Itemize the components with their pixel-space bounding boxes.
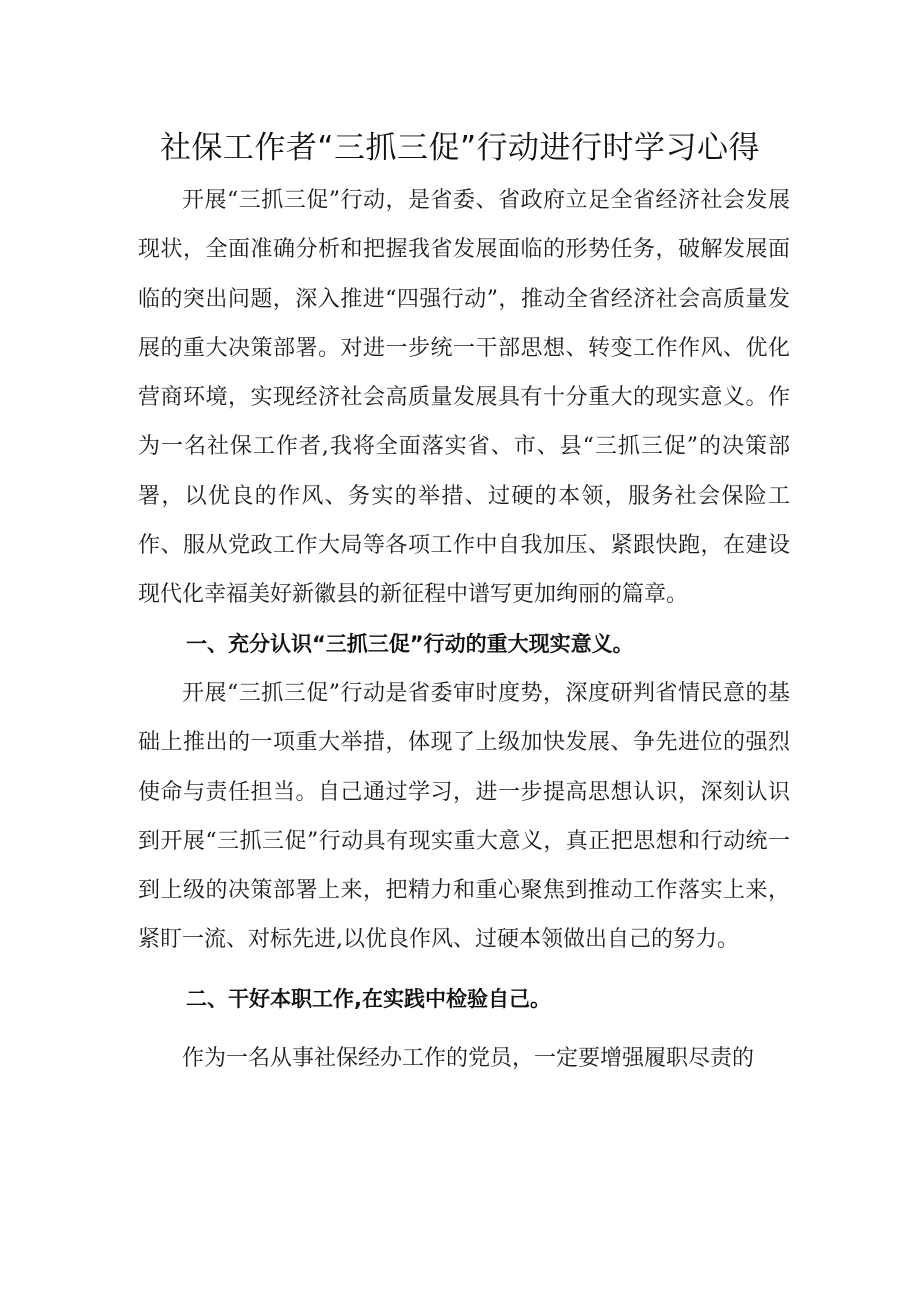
spacer: [138, 1024, 790, 1034]
section-2-paragraph: 作为一名从事社保经办工作的党员，一定要增强履职尽责的: [182, 1046, 755, 1072]
section-1-paragraph: 开展“三抓三促”行动是省委审时度势，深度研判省情民意的基础上推出的一项重大举措，体现了上级加快发展、争先进位的强烈使命与责任担当。自己通过学习，进一步提高思想认识，深刻认识到开展“三抓三促”行动具有现实重大意义，真正把思想和行动统一到上级的决策部署上来，把精力和重心聚焦到推动工作落实上来，紧盯一流、对标先进,以优良作风、过硬本领做出自己的努力。: [138, 680, 790, 953]
section-heading-1: 一、充分认识“三抓三促”行动的重大现实意义。: [186, 631, 634, 656]
document-title: 社保工作者“三抓三促”行动进行时学习心得: [159, 130, 761, 166]
intro-paragraph: 开展“三抓三促”行动，是省委、省政府立足全省经济社会发展现状，全面准确分析和把握我省发展面临的形势任务，破解发展面临的突出问题，深入推进“四强行动”，推动全省经济社会高质量发展的重大决策部署。对进一步统一干部思想、转变工作作风、优化营商环境，实现经济社会高质量发展具有十分重大的现实意义。作为一名社保工作者,我将全面落实省、市、县“三抓三促”的决策部署，以优良的作风、务实的举措、过硬的本领，服务社会保险工作、服从党政工作大局等各项工作中自我加压、紧跟快跑，在建设现代化幸福美好新徽县的新征程中谱写更加绚丽的篇章。: [138, 188, 790, 608]
spacer: [138, 965, 790, 975]
document-body: [138, 176, 790, 1083]
section-heading-2: 二、干好本职工作,在实践中检验自己。: [186, 986, 551, 1011]
